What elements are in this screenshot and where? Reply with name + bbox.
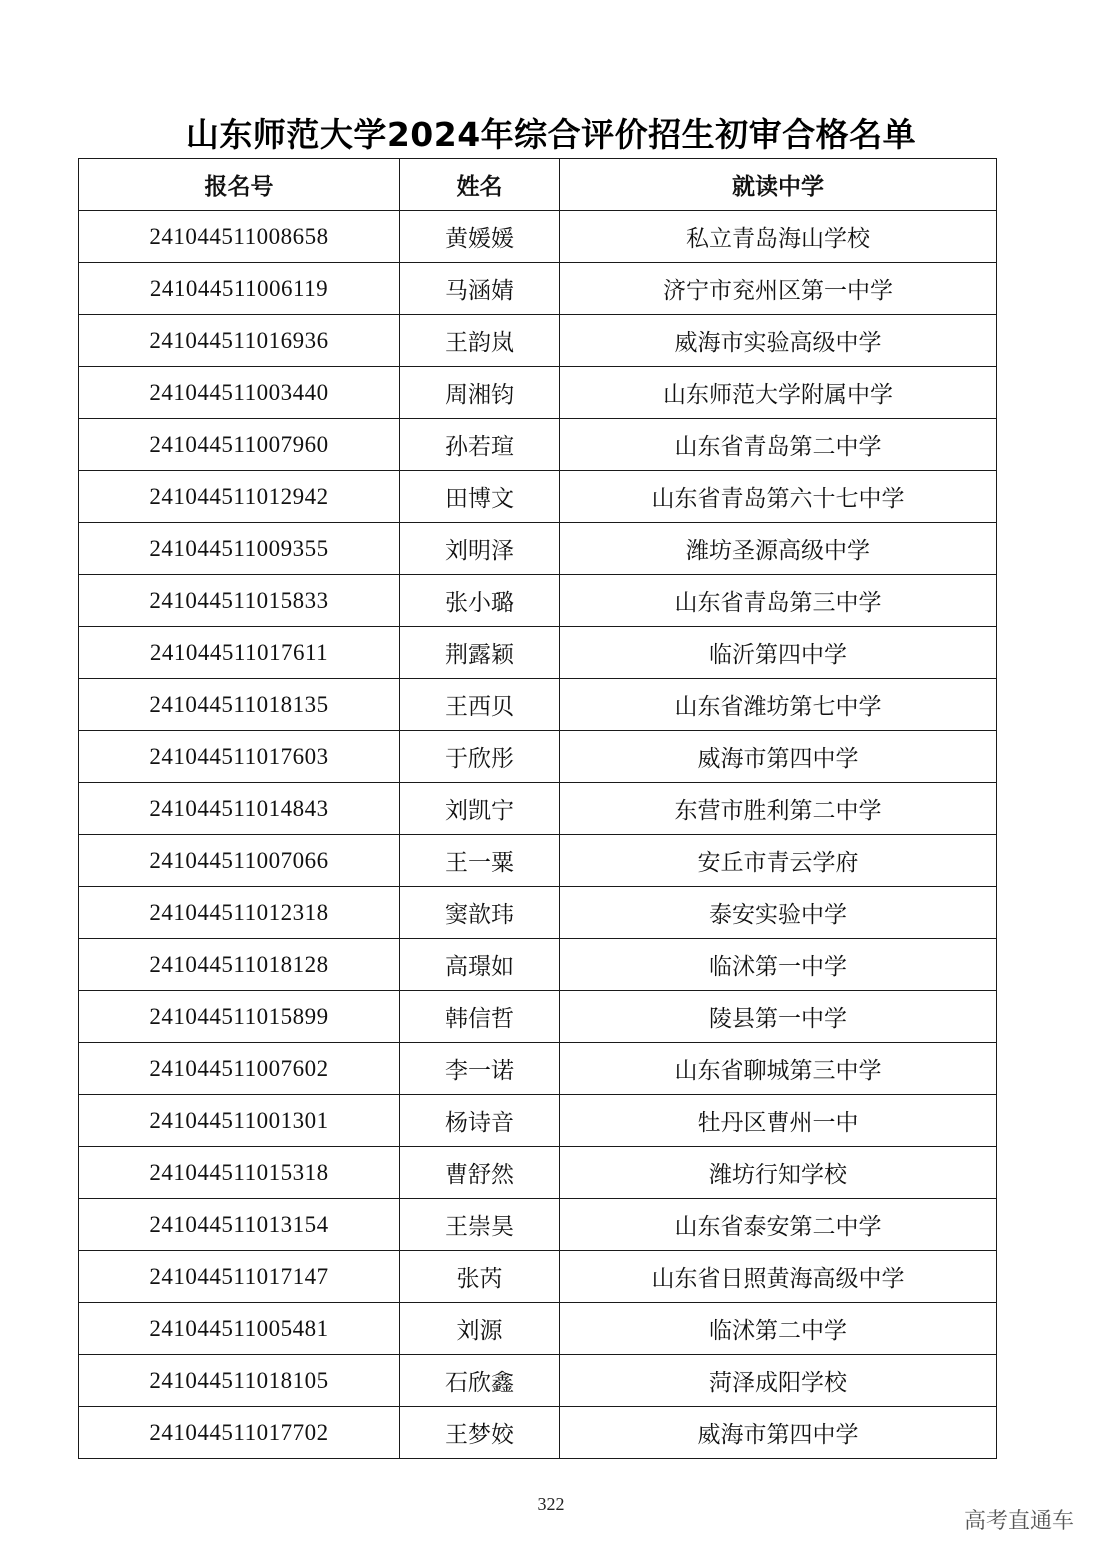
registration-number-cell: 241044511018105 (79, 1355, 400, 1407)
watermark-logo: 高考直通车 (963, 1509, 1074, 1534)
table-row (79, 419, 997, 471)
page-title: 山东师范大学2024年综合评价招生初审合格名单 (185, 115, 917, 154)
registration-number-cell: 241044511009355 (79, 523, 400, 575)
school-name-cell: 山东省青岛第三中学 (560, 575, 997, 627)
table-row (79, 939, 997, 991)
student-name-cell: 王崇昊 (400, 1199, 560, 1251)
table-row (79, 991, 997, 1043)
registration-number-cell: 241044511007960 (79, 419, 400, 471)
school-name-cell: 山东省青岛第二中学 (560, 419, 997, 471)
student-name-cell: 李一诺 (400, 1043, 560, 1095)
student-name-cell: 周湘钧 (400, 367, 560, 419)
student-name-cell: 王韵岚 (400, 315, 560, 367)
student-name-cell: 刘明泽 (400, 523, 560, 575)
table-row (79, 523, 997, 575)
registration-number-cell: 241044511017147 (79, 1251, 400, 1303)
registration-number-cell: 241044511014843 (79, 783, 400, 835)
school-name-cell: 泰安实验中学 (560, 887, 997, 939)
registration-number-cell: 241044511003440 (79, 367, 400, 419)
student-name-cell: 王梦姣 (400, 1407, 560, 1459)
school-name-cell: 潍坊行知学校 (560, 1147, 997, 1199)
school-name-cell: 临沂第四中学 (560, 627, 997, 679)
table-row (79, 367, 997, 419)
school-name-cell: 陵县第一中学 (560, 991, 997, 1043)
table-row (79, 1147, 997, 1199)
table-row (79, 471, 997, 523)
table-row (79, 315, 997, 367)
registration-number-cell: 241044511006119 (79, 263, 400, 315)
table-row (79, 263, 997, 315)
student-name-cell: 刘源 (400, 1303, 560, 1355)
student-name-cell: 石欣鑫 (400, 1355, 560, 1407)
student-name-cell: 窦歆玮 (400, 887, 560, 939)
school-name-cell: 安丘市青云学府 (560, 835, 997, 887)
student-name-cell: 韩信哲 (400, 991, 560, 1043)
table-header-row (79, 159, 997, 211)
table-row (79, 1251, 997, 1303)
school-name-cell: 山东省日照黄海高级中学 (560, 1251, 997, 1303)
registration-number-cell: 241044511015833 (79, 575, 400, 627)
header-school: 就读中学 (560, 159, 997, 211)
student-name-cell: 曹舒然 (400, 1147, 560, 1199)
registration-number-cell: 241044511018128 (79, 939, 400, 991)
table-row (79, 575, 997, 627)
registration-number-cell: 241044511013154 (79, 1199, 400, 1251)
registration-number-cell: 241044511018135 (79, 679, 400, 731)
student-name-cell: 张小璐 (400, 575, 560, 627)
table-row (79, 1355, 997, 1407)
student-name-cell: 马涵婧 (400, 263, 560, 315)
student-name-cell: 王西贝 (400, 679, 560, 731)
school-name-cell: 山东省聊城第三中学 (560, 1043, 997, 1095)
table-row (79, 835, 997, 887)
student-name-cell: 王一粟 (400, 835, 560, 887)
registration-number-cell: 241044511001301 (79, 1095, 400, 1147)
registration-number-cell: 241044511017603 (79, 731, 400, 783)
school-name-cell: 潍坊圣源高级中学 (560, 523, 997, 575)
school-name-cell: 东营市胜利第二中学 (560, 783, 997, 835)
header-registration-number: 报名号 (79, 159, 400, 211)
registration-number-cell: 241044511007602 (79, 1043, 400, 1095)
table-row (79, 1095, 997, 1147)
student-name-cell: 荆露颖 (400, 627, 560, 679)
table-row (79, 211, 997, 263)
registration-number-cell: 241044511016936 (79, 315, 400, 367)
school-name-cell: 牡丹区曹州一中 (560, 1095, 997, 1147)
school-name-cell: 私立青岛海山学校 (560, 211, 997, 263)
registration-number-cell: 241044511017702 (79, 1407, 400, 1459)
school-name-cell: 临沭第二中学 (560, 1303, 997, 1355)
school-name-cell: 山东省青岛第六十七中学 (560, 471, 997, 523)
registration-number-cell: 241044511012318 (79, 887, 400, 939)
student-name-cell: 黄媛媛 (400, 211, 560, 263)
registration-number-cell: 241044511008658 (79, 211, 400, 263)
student-name-cell: 张芮 (400, 1251, 560, 1303)
table-body (79, 211, 997, 1459)
registration-number-cell: 241044511017611 (79, 627, 400, 679)
student-name-cell: 高璟如 (400, 939, 560, 991)
registration-number-cell: 241044511015318 (79, 1147, 400, 1199)
registration-number-cell: 241044511015899 (79, 991, 400, 1043)
page-number: 322 (537, 1494, 565, 1514)
school-name-cell: 临沭第一中学 (560, 939, 997, 991)
school-name-cell: 山东省泰安第二中学 (560, 1199, 997, 1251)
student-name-cell: 田博文 (400, 471, 560, 523)
table-row (79, 679, 997, 731)
table-row (79, 1303, 997, 1355)
school-name-cell: 济宁市兖州区第一中学 (560, 263, 997, 315)
school-name-cell: 山东师范大学附属中学 (560, 367, 997, 419)
table-row (79, 783, 997, 835)
table-row (79, 887, 997, 939)
student-name-cell: 杨诗音 (400, 1095, 560, 1147)
student-name-cell: 于欣彤 (400, 731, 560, 783)
table-row (79, 1199, 997, 1251)
registration-number-cell: 241044511007066 (79, 835, 400, 887)
admission-list-table (78, 158, 997, 1459)
school-name-cell: 威海市第四中学 (560, 1407, 997, 1459)
school-name-cell: 威海市第四中学 (560, 731, 997, 783)
table-row (79, 1043, 997, 1095)
table-row (79, 627, 997, 679)
school-name-cell: 山东省潍坊第七中学 (560, 679, 997, 731)
school-name-cell: 菏泽成阳学校 (560, 1355, 997, 1407)
school-name-cell: 威海市实验高级中学 (560, 315, 997, 367)
table-row (79, 1407, 997, 1459)
registration-number-cell: 241044511012942 (79, 471, 400, 523)
registration-number-cell: 241044511005481 (79, 1303, 400, 1355)
table-row (79, 731, 997, 783)
header-name: 姓名 (400, 159, 560, 211)
student-name-cell: 刘凯宁 (400, 783, 560, 835)
student-name-cell: 孙若瑄 (400, 419, 560, 471)
